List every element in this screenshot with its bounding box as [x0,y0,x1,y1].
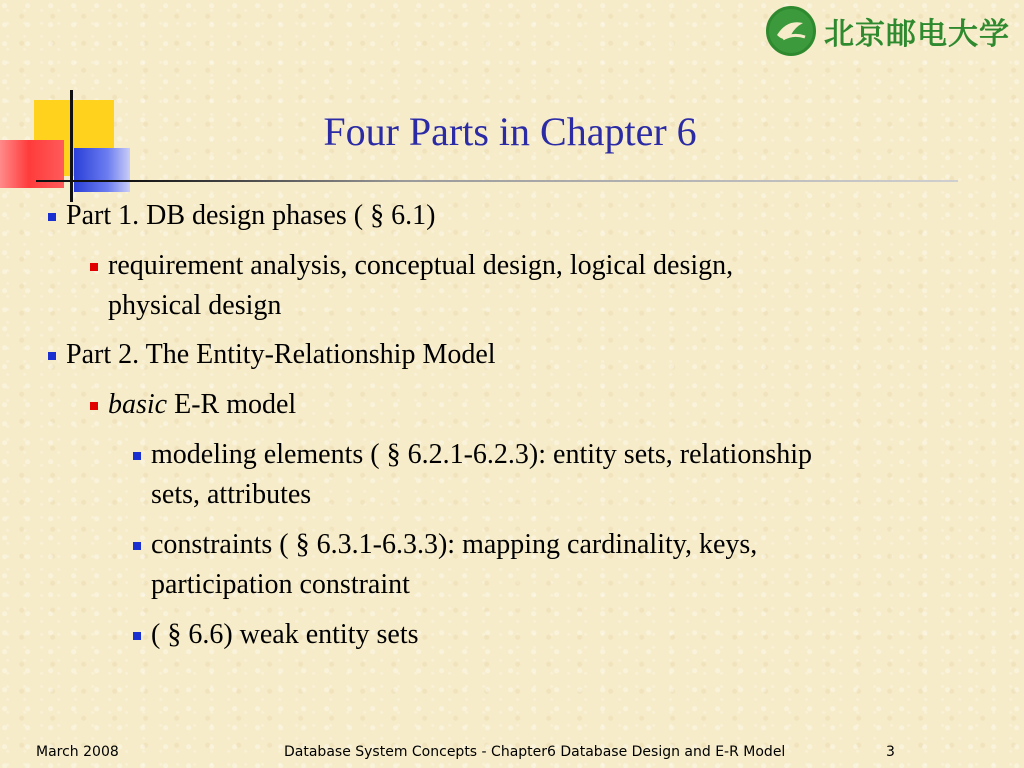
university-logo [766,4,1016,58]
slide-title: Four Parts in Chapter 6 [323,109,697,154]
bullet-part2-sub-italic: basic [108,389,168,420]
university-emblem-icon [766,6,816,56]
square-bullet-icon [133,632,141,640]
bullet-part2-sub [108,385,296,425]
footer-date: March 2008 [36,744,119,760]
bullet-l3-2-line1: constraints ( § 6.3.1-6.3.3): mapping cardinality, keys, [151,529,758,560]
bullet-l3-1-line2: sets, attributes [151,479,312,510]
decor-blue-square [74,148,130,192]
square-bullet-icon [48,213,56,221]
bullet-part1-sub-line1: requirement analysis, conceptual design, logical design, [108,250,734,281]
square-bullet-icon [133,452,141,460]
square-bullet-icon [48,352,56,360]
decor-vertical-line [70,90,73,202]
bullet-l3-1-line1: modeling elements ( § 6.2.1-6.2.3): entity sets, relationship [151,439,812,470]
bullet-part2: Part 2. The Entity-Relationship Model [66,339,496,370]
square-bullet-icon [133,542,141,550]
title-underline [36,180,958,182]
bullet-part1: Part 1. DB design phases ( § 6.1) [66,200,436,231]
footer-page-number: 3 [886,744,895,760]
bullet-l3-3: ( § 6.6) weak entity sets [151,619,419,650]
square-bullet-icon [90,402,98,410]
footer-title: Database System Concepts - Chapter6 Database Design and E-R Model [284,744,786,760]
square-bullet-icon [90,263,98,271]
bullet-part1-sub-line2: physical design [108,290,282,321]
bullet-part2-sub-rest: E-R model [167,389,297,420]
logo-text: 北京邮电大学 [824,17,1010,52]
bullet-l3-2-line2: participation constraint [151,569,410,600]
